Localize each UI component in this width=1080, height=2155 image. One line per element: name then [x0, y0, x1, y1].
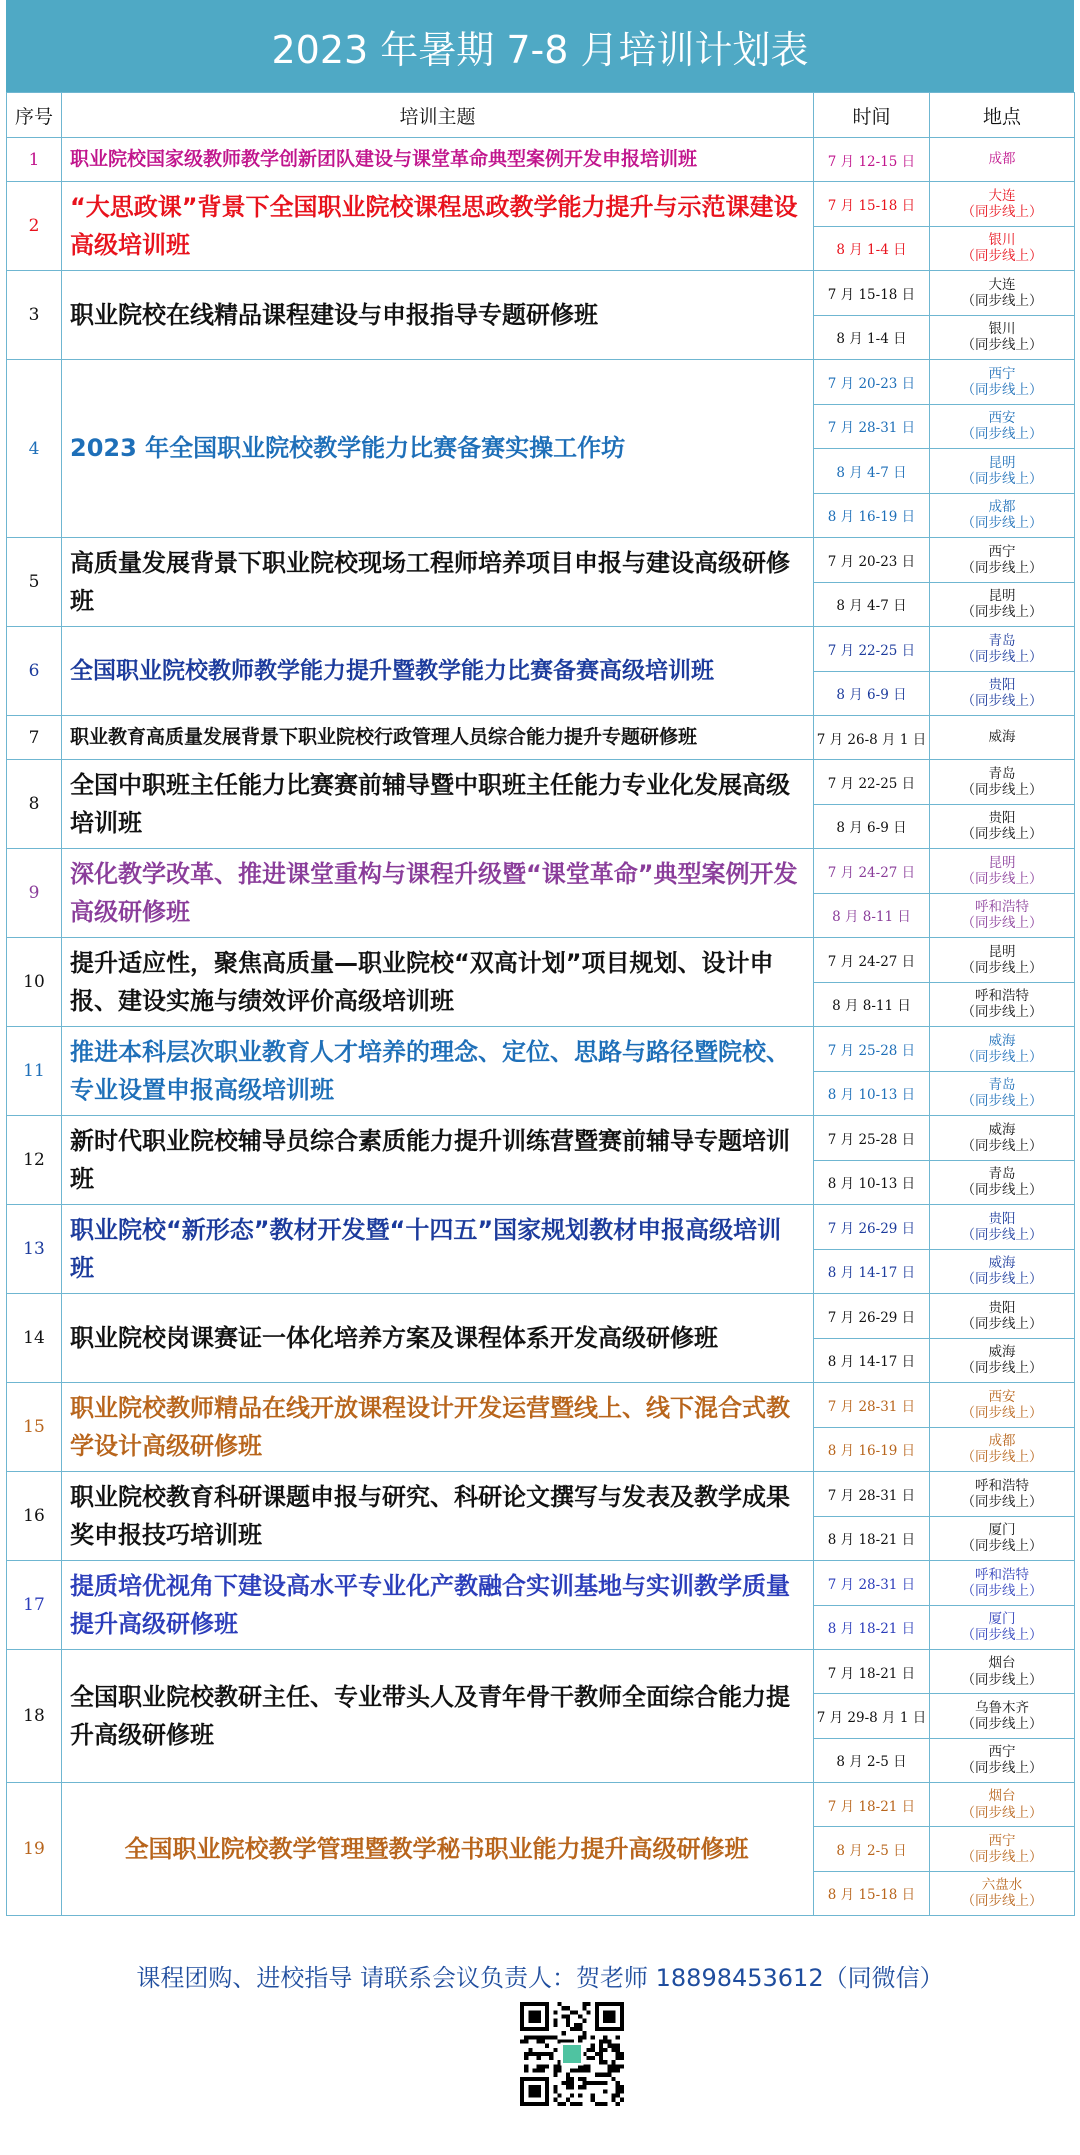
- course-topic: 全国职业院校教研主任、专业带头人及青年骨干教师全面综合能力提升高级研修班: [62, 1650, 814, 1783]
- location-note: （同步线上）: [961, 1715, 1043, 1732]
- location-note: （同步线上）: [961, 693, 1043, 710]
- location-note: （同步线上）: [961, 1004, 1043, 1021]
- session-location: [930, 1160, 1075, 1205]
- session-location: [930, 1605, 1075, 1650]
- session-time: 8 月 4-7 日: [814, 582, 930, 627]
- session-location: [930, 938, 1075, 983]
- course-topic: 全国职业院校教师教学能力提升暨教学能力比赛备赛高级培训班: [62, 627, 814, 716]
- location-city: 威海: [988, 1121, 1016, 1138]
- location-city: 昆明: [988, 943, 1016, 960]
- location-note: （同步线上）: [961, 1182, 1043, 1199]
- session-location: [930, 1650, 1075, 1694]
- session-location: [930, 449, 1075, 494]
- course-topic: 职业院校教育科研课题申报与研究、科研论文撰写与发表及教学成果奖申报技巧培训班: [62, 1472, 814, 1561]
- course-topic: 新时代职业院校辅导员综合素质能力提升训练营暨赛前辅导专题培训班: [62, 1116, 814, 1205]
- location-note: （同步线上）: [961, 1226, 1043, 1243]
- table-row: [7, 1650, 1075, 1694]
- location-city: 烟台: [988, 1788, 1016, 1805]
- location-note: （同步线上）: [961, 1360, 1043, 1377]
- header-topic: 培训主题: [62, 93, 814, 138]
- session-location: [930, 1071, 1075, 1116]
- location-note: （同步线上）: [961, 1493, 1043, 1510]
- course-topic: 提质培优视角下建设高水平专业化产教融合实训基地与实训教学质量提升高级研修班: [62, 1561, 814, 1650]
- session-time: 7 月 28-31 日: [814, 1383, 930, 1428]
- table-row: [7, 1782, 1075, 1826]
- location-city: 青岛: [988, 632, 1016, 649]
- session-time: 8 月 15-18 日: [814, 1871, 930, 1915]
- course-topic: 全国职业院校教学管理暨教学秘书职业能力提升高级研修班: [62, 1782, 814, 1915]
- location-city: 成都: [988, 151, 1016, 168]
- location-city: 贵阳: [988, 1210, 1016, 1227]
- location-note: （同步线上）: [961, 337, 1043, 354]
- location-note: （同步线上）: [961, 781, 1043, 798]
- session-location: [930, 1027, 1075, 1072]
- location-city: 威海: [988, 1255, 1016, 1272]
- location-note: （同步线上）: [961, 1093, 1043, 1110]
- location-city: 呼和浩特: [975, 899, 1029, 916]
- session-location: [930, 315, 1075, 360]
- location-note: （同步线上）: [961, 1538, 1043, 1555]
- session-time: 7 月 15-18 日: [814, 182, 930, 227]
- session-time: 8 月 18-21 日: [814, 1516, 930, 1561]
- location-note: （同步线上）: [961, 959, 1043, 976]
- session-location: [930, 716, 1075, 760]
- table-row: [7, 716, 1075, 760]
- location-city: 呼和浩特: [975, 988, 1029, 1005]
- session-time: 7 月 20-23 日: [814, 360, 930, 405]
- session-location: [930, 1205, 1075, 1250]
- header-time: 时间: [814, 93, 930, 138]
- course-topic: 职业院校国家级教师教学创新团队建设与课堂革命典型案例开发申报培训班: [62, 138, 814, 182]
- row-number: 11: [7, 1027, 62, 1116]
- location-city: 银川: [988, 321, 1016, 338]
- table-row: [7, 271, 1075, 316]
- location-note: （同步线上）: [961, 1760, 1043, 1777]
- location-note: （同步线上）: [961, 1137, 1043, 1154]
- session-location: [930, 1694, 1075, 1738]
- location-note: （同步线上）: [961, 426, 1043, 443]
- location-city: 西宁: [988, 543, 1016, 560]
- session-location: [930, 1472, 1075, 1517]
- location-city: 昆明: [988, 588, 1016, 605]
- row-number: 13: [7, 1205, 62, 1294]
- session-time: 8 月 2-5 日: [814, 1738, 930, 1782]
- session-location: [930, 1383, 1075, 1428]
- row-number: 18: [7, 1650, 62, 1783]
- location-city: 西安: [988, 410, 1016, 427]
- location-note: （同步线上）: [961, 1804, 1043, 1821]
- location-note: （同步线上）: [961, 1048, 1043, 1065]
- table-header-row: [7, 93, 1075, 138]
- row-number: 19: [7, 1782, 62, 1915]
- session-time: 7 月 22-25 日: [814, 627, 930, 672]
- course-topic: 职业院校教师精品在线开放课程设计开发运营暨线上、线下混合式教学设计高级研修班: [62, 1383, 814, 1472]
- session-location: [930, 360, 1075, 405]
- course-topic: 职业院校在线精品课程建设与申报指导专题研修班: [62, 271, 814, 360]
- location-city: 大连: [988, 187, 1016, 204]
- session-time: 7 月 18-21 日: [814, 1650, 930, 1694]
- location-city: 昆明: [988, 854, 1016, 871]
- location-city: 贵阳: [988, 810, 1016, 827]
- course-topic: 提升适应性，聚焦高质量—职业院校“双高计划”项目规划、设计申报、建设实施与绩效评价高级培训班: [62, 938, 814, 1027]
- location-note: （同步线上）: [961, 915, 1043, 932]
- session-time: 7 月 28-31 日: [814, 404, 930, 449]
- location-note: （同步线上）: [961, 1848, 1043, 1865]
- contact-info: 课程团购、进校指导 请联系会议负责人：贺老师 18898453612（同微信）: [136, 1964, 944, 1992]
- session-time: 7 月 12-15 日: [814, 138, 930, 182]
- session-time: 8 月 1-4 日: [814, 226, 930, 271]
- session-time: 7 月 15-18 日: [814, 271, 930, 316]
- session-time: 8 月 14-17 日: [814, 1338, 930, 1383]
- row-number: 1: [7, 138, 62, 182]
- table-row: [7, 538, 1075, 583]
- row-number: 3: [7, 271, 62, 360]
- session-time: 8 月 18-21 日: [814, 1605, 930, 1650]
- location-note: （同步线上）: [961, 648, 1043, 665]
- row-number: 15: [7, 1383, 62, 1472]
- session-time: 8 月 2-5 日: [814, 1827, 930, 1871]
- header-num: 序号: [7, 93, 62, 138]
- session-time: 7 月 28-31 日: [814, 1472, 930, 1517]
- location-note: （同步线上）: [961, 604, 1043, 621]
- session-time: 7 月 26-8 月 1 日: [814, 716, 930, 760]
- table-row: [7, 627, 1075, 672]
- session-time: 7 月 29-8 月 1 日: [814, 1694, 930, 1738]
- location-note: （同步线上）: [961, 1404, 1043, 1421]
- row-number: 6: [7, 627, 62, 716]
- location-note: （同步线上）: [961, 292, 1043, 309]
- table-row: [7, 938, 1075, 983]
- session-time: 7 月 28-31 日: [814, 1561, 930, 1606]
- table-row: [7, 849, 1075, 894]
- row-number: 10: [7, 938, 62, 1027]
- table-row: [7, 1472, 1075, 1517]
- course-topic: 2023 年全国职业院校教学能力比赛备赛实操工作坊: [62, 360, 814, 538]
- location-city: 厦门: [988, 1611, 1016, 1628]
- session-location: [930, 671, 1075, 716]
- location-city: 六盘水: [981, 1877, 1023, 1894]
- session-location: [930, 1827, 1075, 1871]
- session-location: [930, 182, 1075, 227]
- location-note: （同步线上）: [961, 515, 1043, 532]
- location-city: 呼和浩特: [975, 1566, 1029, 1583]
- location-note: （同步线上）: [961, 1671, 1043, 1688]
- course-topic: “大思政课”背景下全国职业院校课程思政教学能力提升与示范课建设高级培训班: [62, 182, 814, 271]
- course-topic: 职业教育高质量发展背景下职业院校行政管理人员综合能力提升专题研修班: [62, 716, 814, 760]
- location-note: （同步线上）: [961, 248, 1043, 265]
- session-time: 8 月 10-13 日: [814, 1071, 930, 1116]
- session-time: 8 月 1-4 日: [814, 315, 930, 360]
- row-number: 14: [7, 1294, 62, 1383]
- session-time: 7 月 24-27 日: [814, 938, 930, 983]
- session-location: [930, 1249, 1075, 1294]
- session-time: 8 月 16-19 日: [814, 1427, 930, 1472]
- table-row: [7, 182, 1075, 227]
- location-city: 厦门: [988, 1522, 1016, 1539]
- location-city: 银川: [988, 232, 1016, 249]
- location-city: 呼和浩特: [975, 1477, 1029, 1494]
- location-city: 烟台: [988, 1655, 1016, 1672]
- session-location: [930, 404, 1075, 449]
- page-title: 2023 年暑期 7-8 月培训计划表: [6, 0, 1074, 92]
- location-note: （同步线上）: [961, 559, 1043, 576]
- table-row: [7, 1561, 1075, 1606]
- row-number: 7: [7, 716, 62, 760]
- session-time: 8 月 4-7 日: [814, 449, 930, 494]
- location-note: （同步线上）: [961, 1582, 1043, 1599]
- session-time: 8 月 16-19 日: [814, 493, 930, 538]
- location-note: （同步线上）: [961, 826, 1043, 843]
- table-row: [7, 360, 1075, 405]
- table-row: [7, 1294, 1075, 1339]
- session-location: [930, 538, 1075, 583]
- course-topic: 职业院校岗课赛证一体化培养方案及课程体系开发高级研修班: [62, 1294, 814, 1383]
- location-note: （同步线上）: [961, 470, 1043, 487]
- row-number: 17: [7, 1561, 62, 1650]
- location-city: 大连: [988, 276, 1016, 293]
- course-topic: 职业院校“新形态”教材开发暨“十四五”国家规划教材申报高级培训班: [62, 1205, 814, 1294]
- session-location: [930, 893, 1075, 938]
- session-time: 7 月 26-29 日: [814, 1294, 930, 1339]
- table-row: [7, 138, 1075, 182]
- session-location: [930, 582, 1075, 627]
- session-time: 7 月 18-21 日: [814, 1782, 930, 1826]
- location-city: 威海: [988, 729, 1016, 746]
- location-city: 成都: [988, 1433, 1016, 1450]
- location-city: 西宁: [988, 365, 1016, 382]
- row-number: 12: [7, 1116, 62, 1205]
- location-city: 威海: [988, 1344, 1016, 1361]
- session-time: 8 月 10-13 日: [814, 1160, 930, 1205]
- session-time: 8 月 8-11 日: [814, 893, 930, 938]
- header-location: 地点: [930, 93, 1075, 138]
- location-note: （同步线上）: [961, 1315, 1043, 1332]
- session-location: [930, 493, 1075, 538]
- location-note: （同步线上）: [961, 381, 1043, 398]
- session-time: 8 月 8-11 日: [814, 982, 930, 1027]
- session-time: 8 月 6-9 日: [814, 671, 930, 716]
- session-time: 7 月 24-27 日: [814, 849, 930, 894]
- session-location: [930, 138, 1075, 182]
- table-row: [7, 760, 1075, 805]
- row-number: 5: [7, 538, 62, 627]
- session-location: [930, 1516, 1075, 1561]
- location-note: （同步线上）: [961, 1627, 1043, 1644]
- course-topic: 全国中职班主任能力比赛赛前辅导暨中职班主任能力专业化发展高级培训班: [62, 760, 814, 849]
- location-city: 昆明: [988, 454, 1016, 471]
- session-time: 8 月 14-17 日: [814, 1249, 930, 1294]
- session-location: [930, 1738, 1075, 1782]
- session-location: [930, 760, 1075, 805]
- course-topic: 高质量发展背景下职业院校现场工程师培养项目申报与建设高级研修班: [62, 538, 814, 627]
- location-note: （同步线上）: [961, 870, 1043, 887]
- session-location: [930, 226, 1075, 271]
- row-number: 8: [7, 760, 62, 849]
- location-note: （同步线上）: [961, 203, 1043, 220]
- location-note: （同步线上）: [961, 1449, 1043, 1466]
- session-time: 7 月 22-25 日: [814, 760, 930, 805]
- course-topic: 推进本科层次职业教育人才培养的理念、定位、思路与路径暨院校、专业设置申报高级培训班: [62, 1027, 814, 1116]
- session-location: [930, 1782, 1075, 1826]
- location-city: 乌鲁木齐: [975, 1699, 1029, 1716]
- course-topic: 深化教学改革、推进课堂重构与课程升级暨“课堂革命”典型案例开发高级研修班: [62, 849, 814, 938]
- location-note: （同步线上）: [961, 1271, 1043, 1288]
- row-number: 2: [7, 182, 62, 271]
- location-city: 威海: [988, 1032, 1016, 1049]
- location-city: 成都: [988, 499, 1016, 516]
- session-location: [930, 1116, 1075, 1161]
- table-row: [7, 1383, 1075, 1428]
- session-location: [930, 982, 1075, 1027]
- location-city: 西宁: [988, 1744, 1016, 1761]
- location-city: 西安: [988, 1388, 1016, 1405]
- location-city: 青岛: [988, 765, 1016, 782]
- row-number: 16: [7, 1472, 62, 1561]
- session-location: [930, 1561, 1075, 1606]
- row-number: 4: [7, 360, 62, 538]
- session-time: 7 月 25-28 日: [814, 1027, 930, 1072]
- session-location: [930, 1294, 1075, 1339]
- location-city: 青岛: [988, 1077, 1016, 1094]
- table-row: [7, 1027, 1075, 1072]
- session-time: 7 月 26-29 日: [814, 1205, 930, 1250]
- session-location: [930, 849, 1075, 894]
- session-time: 7 月 25-28 日: [814, 1116, 930, 1161]
- qr-code[interactable]: [520, 2002, 624, 2106]
- table-row: [7, 1205, 1075, 1250]
- session-location: [930, 804, 1075, 849]
- row-number: 9: [7, 849, 62, 938]
- table-row: [7, 1116, 1075, 1161]
- session-time: 8 月 6-9 日: [814, 804, 930, 849]
- session-location: [930, 627, 1075, 672]
- session-location: [930, 1871, 1075, 1915]
- location-city: 青岛: [988, 1166, 1016, 1183]
- session-location: [930, 271, 1075, 316]
- location-city: 贵阳: [988, 677, 1016, 694]
- session-location: [930, 1338, 1075, 1383]
- location-note: （同步线上）: [961, 1893, 1043, 1910]
- training-schedule-table: [6, 92, 1075, 1916]
- session-location: [930, 1427, 1075, 1472]
- location-city: 贵阳: [988, 1299, 1016, 1316]
- location-city: 西宁: [988, 1832, 1016, 1849]
- session-time: 7 月 20-23 日: [814, 538, 930, 583]
